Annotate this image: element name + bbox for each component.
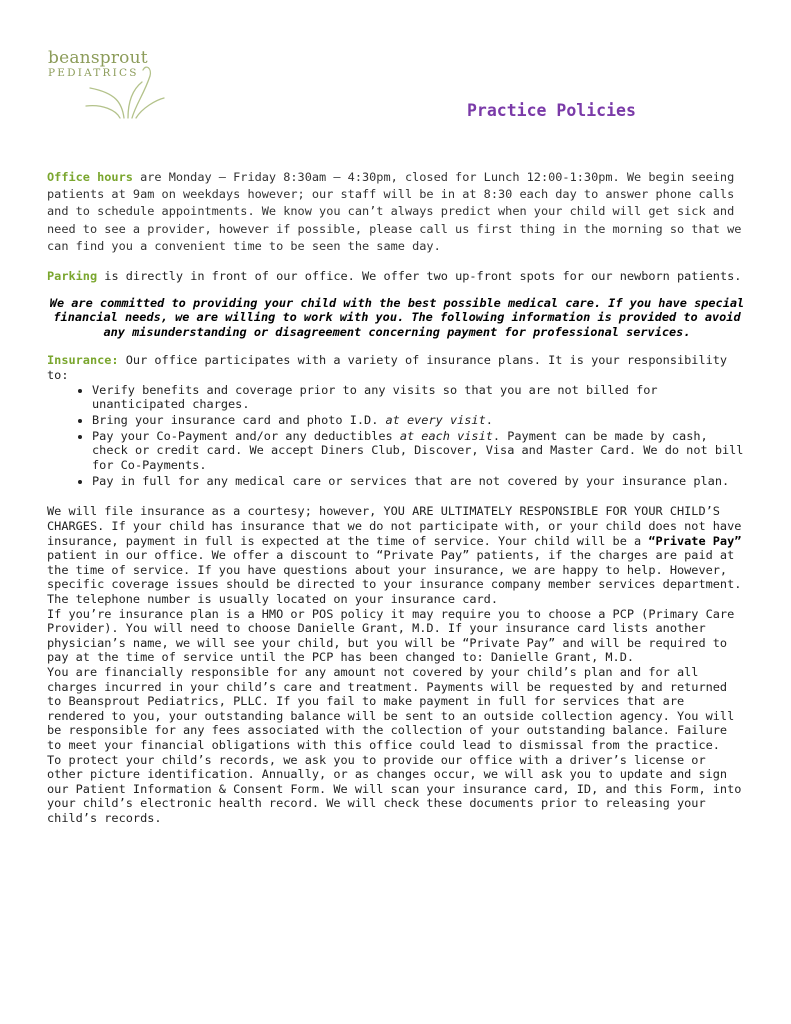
logo-wordmark: beansprout [48, 48, 148, 68]
insurance-intro: Our office participates with a variety of insurance plans. It is your responsibility to: [47, 353, 728, 382]
office-hours-paragraph [47, 169, 747, 255]
list-item: • Verify benefits and coverage prior to any visits so that you are not billed for unanticipated charges. [92, 383, 747, 412]
insurance-paragraph [47, 353, 747, 382]
insurance-courtesy-paragraph: We will file insurance as a courtesy; however, YOU ARE ULTIMATELY RESPONSIBLE FOR YOUR CHILD’S CHARGES. If your child has insurance that we do not participate with, or your child does not have insurance, payment in full is expected at the time of service. Your child will be a “Private Pay” patient in our office. We offer a discount to “Private Pay” patients, if the charges are paid at the time of service. If you have questions about your insurance, we are happy to help. However, specific coverage issues should be directed to your insurance company member services department. The telephone number is usually located on your insurance card. [47, 504, 742, 607]
office-hours-text: are Monday – Friday 8:30am – 4:30pm, closed for Lunch 12:00-1:30pm. We begin seeing patients at 9am on weekdays however; our staff will be in at 8:30 each day to answer phone calls and to schedule appointments. We know you can’t always predict when your child will get sick and need to see a provider, however if possible, please call us first thing in the morning so that we can find you a convenient time to be seen the same day. [47, 170, 742, 253]
page-title: Practice Policies [467, 101, 636, 120]
office-hours-label: Office hours [47, 170, 133, 184]
responsibility-list [47, 383, 747, 489]
sprout-icon [46, 48, 196, 120]
records-paragraph: To protect your child’s records, we ask you to provide our office with a driver’s license or other picture identification. Annually, or as changes occur, we will ask you to update and sign our Patient Information & Consent Form. We will scan your insurance card, ID, and this Form, into your child’s electronic health record. We will check these documents prior to releasing your child’s records. [47, 752, 742, 825]
commitment-statement: We are committed to providing your child with the best possible medical care. If you have special financial needs, we are willing to work with you. The following information is provided to avoid any misunderstanding or disagreement concerning payment for professional services. [49, 295, 745, 339]
list-item: • Bring your insurance card and photo I.D. at every visit. [92, 413, 747, 428]
logo-subtitle: PEDIATRICS [48, 67, 139, 79]
parking-text: is directly in front of our office. We offer two up-front spots for our newborn patients. [97, 269, 742, 284]
private-pay-term: “Private Pay” [648, 533, 742, 548]
parking-paragraph [47, 269, 747, 284]
list-item: • Pay your Co-Payment and/or any deductibles at each visit. Payment can be made by cash, check or credit card. We accept Diners Club, Discover, Visa and Master Card. We do not bill for Co-Payments. [92, 429, 747, 473]
pcp-paragraph: If you’re insurance plan is a HMO or POS policy it may require you to choose a PCP (Primary Care Provider). You will need to choose Danielle Grant, M.D. If your insurance card lists another physician’s name, we will see your child, but you will be “Private Pay” and will be required to pay at the time of service until the PCP has been changed to: Danielle Grant, M.D. [47, 606, 735, 665]
policy-body [47, 169, 747, 826]
list-item: • Pay in full for any medical care or services that are not covered by your insurance plan. [92, 474, 747, 489]
insurance-label: Insurance: [47, 353, 119, 368]
beansprout-logo [46, 48, 196, 120]
financial-responsibility-paragraph: You are financially responsible for any amount not covered by your child’s plan and for all charges incurred in your child’s care and treatment. Payments will be requested by and returned to Beansprout Pediatrics, PLLC. If you fail to make payment in full for services that are rendered to you, your outstanding balance will be sent to an outside collection agency. You will be responsible for any fees associated with the collection of your outstanding balance. Failure to meet your financial obligations with this office could lead to dismissal from the practice. [47, 665, 735, 752]
parking-label: Parking [47, 269, 98, 284]
